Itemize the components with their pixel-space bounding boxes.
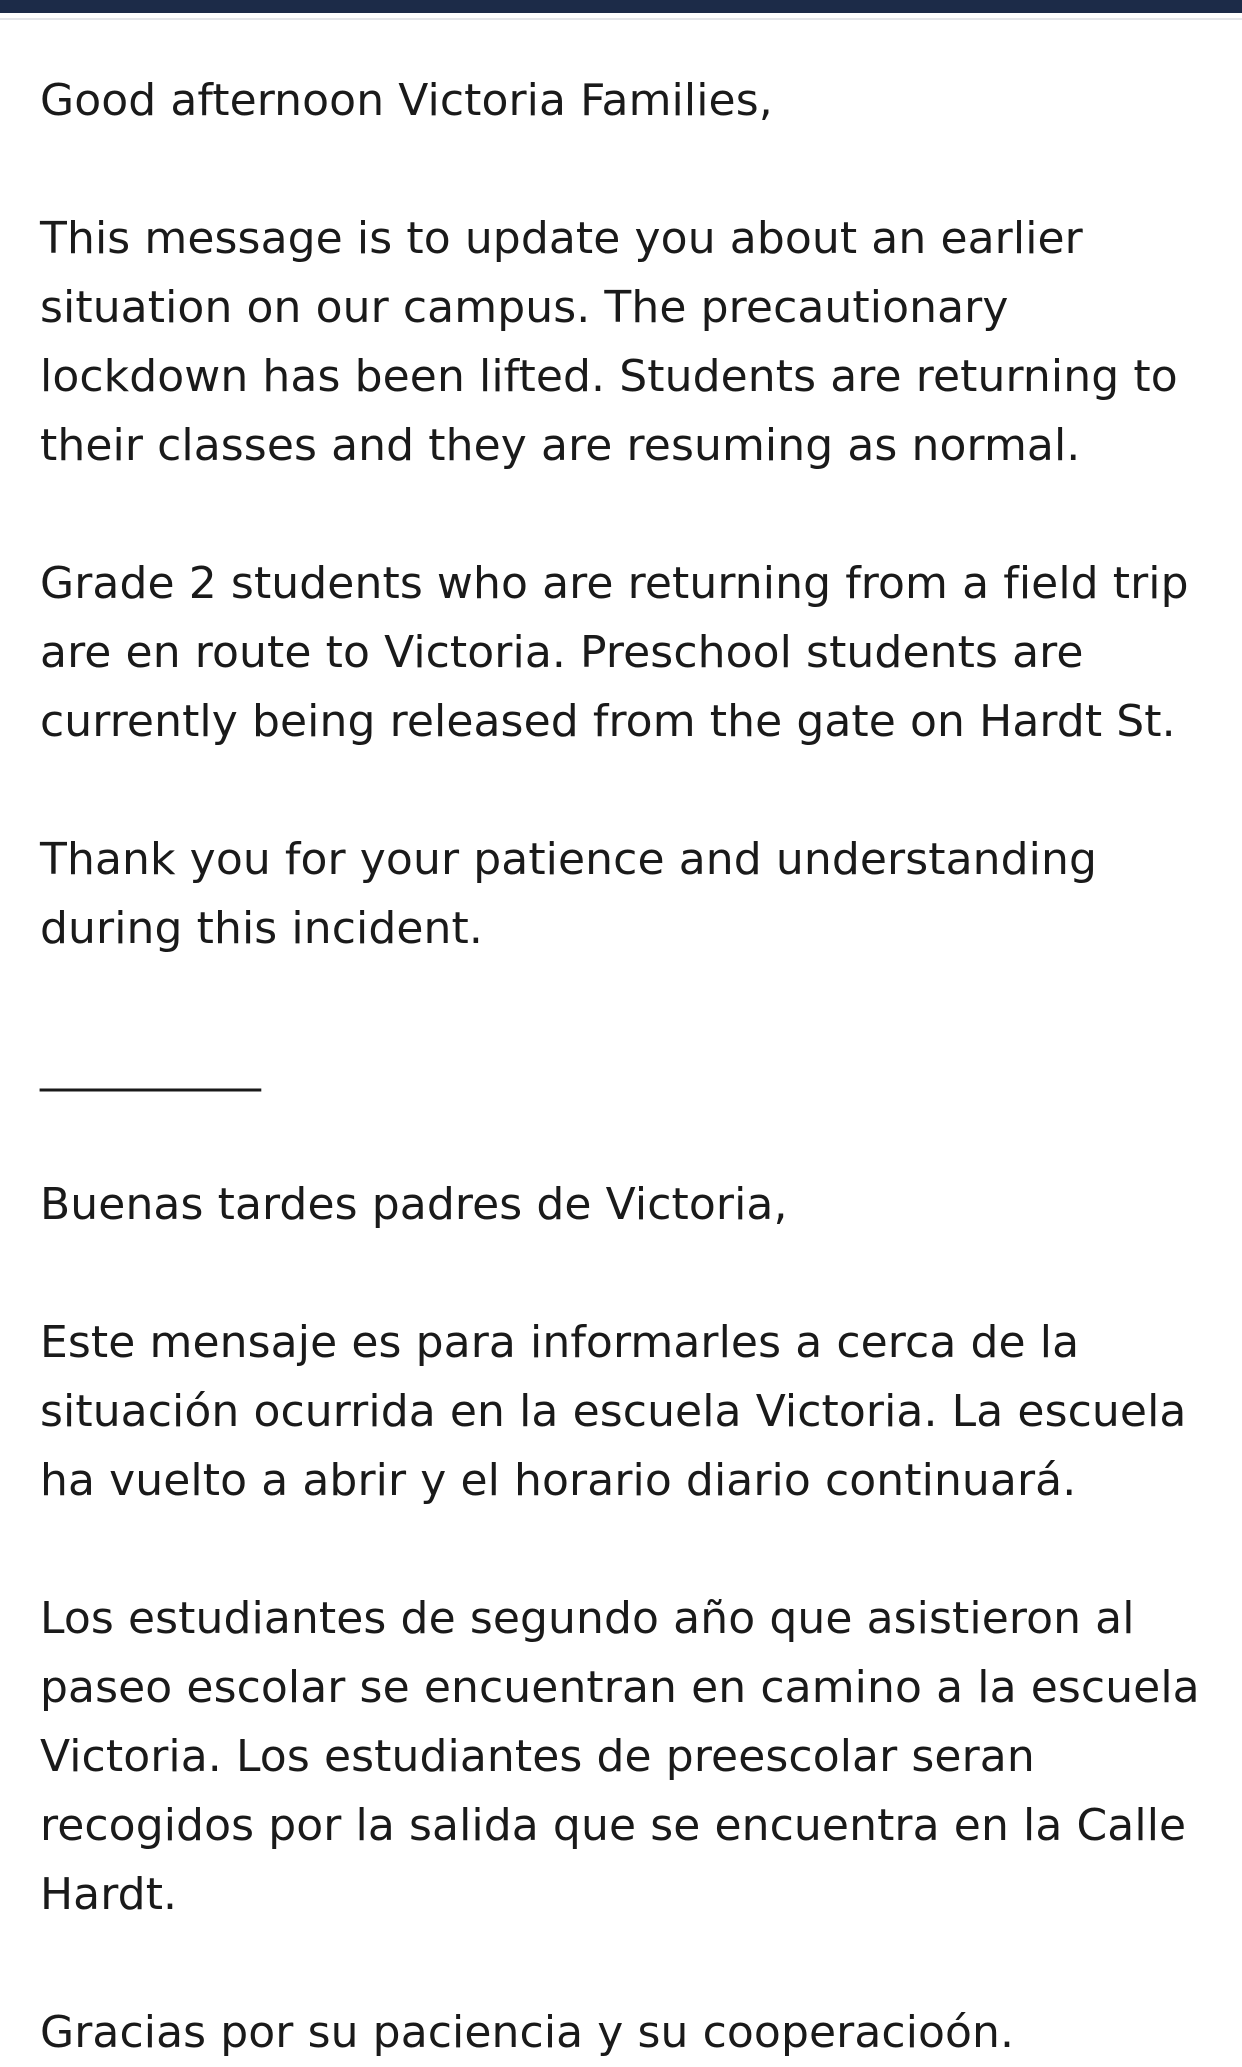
spanish-paragraph-situation: Este mensaje es para informarles a cerca de la situación ocurrida en la escuela Victoria. La escuela ha vuelto a abrir y el horario diario continuará. (40, 1317, 1187, 1506)
language-separator: __________ (40, 1041, 261, 1092)
spanish-greeting: Buenas tardes padres de Victoria, (40, 1179, 788, 1230)
english-greeting: Good afternoon Victoria Families, (40, 75, 773, 126)
header-divider (0, 18, 1242, 20)
top-app-bar (0, 0, 1242, 13)
english-paragraph-lockdown: This message is to update you about an earlier situation on our campus. The precautionary lockdown has been lifted. Students are returning to their classes and they are resuming as normal. (40, 213, 1178, 471)
english-paragraph-thanks: Thank you for your patience and understanding during this incident. (40, 834, 1098, 954)
spanish-paragraph-thanks: Gracias por su paciencia y su cooperacioón. (40, 2007, 1015, 2058)
english-paragraph-students: Grade 2 students who are returning from a field trip are en route to Victoria. Preschool students are currently being released from the gate on Hardt St. (40, 558, 1189, 747)
message-body (40, 66, 1220, 2067)
spanish-paragraph-students: Los estudiantes de segundo año que asistieron al paseo escolar se encuentran en camino a la escuela Victoria. Los estudiantes de preescolar seran recogidos por la salida que se encuentra en la Calle Hardt. (40, 1593, 1200, 1920)
